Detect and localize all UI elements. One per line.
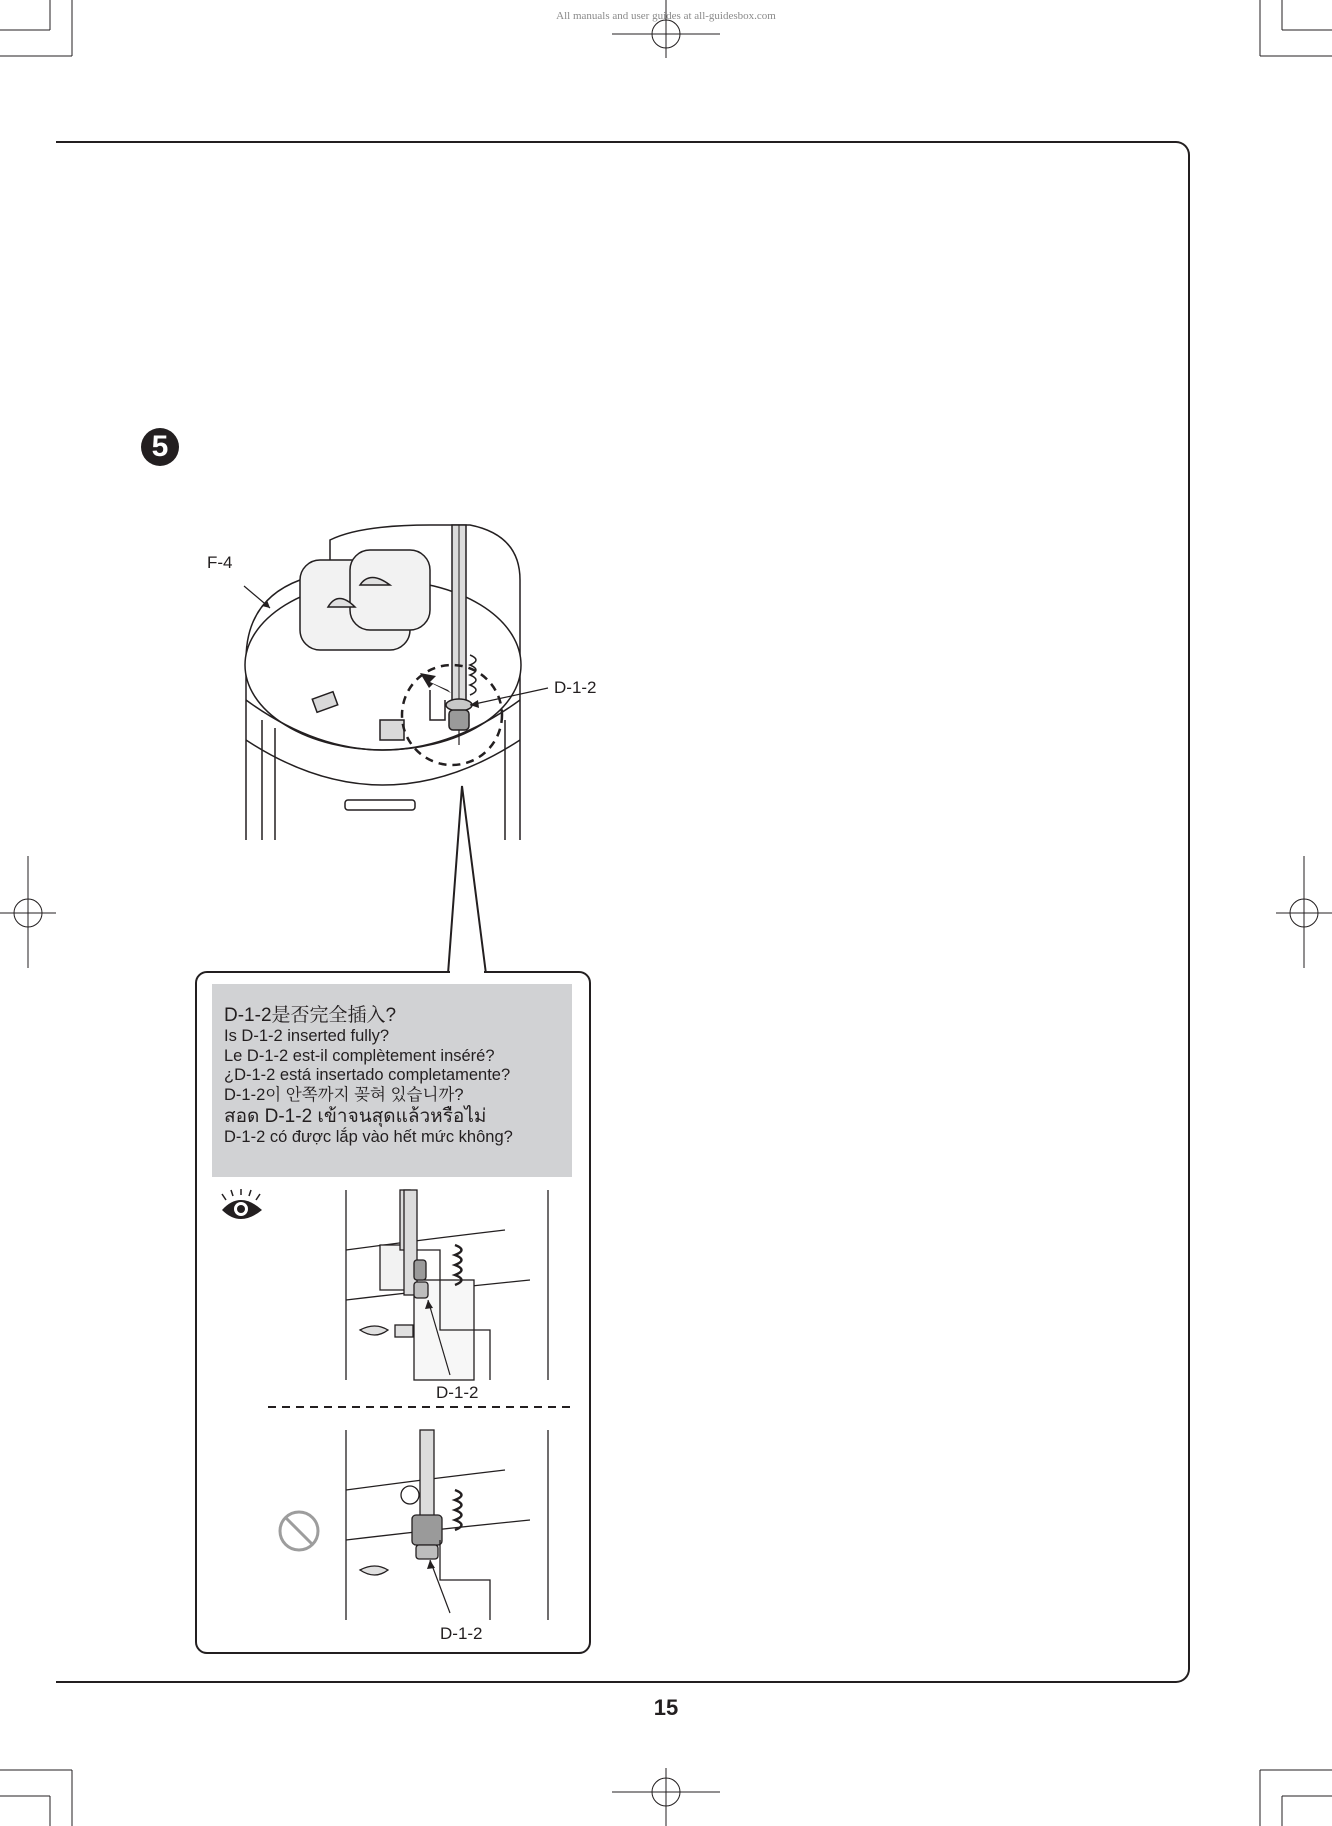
question-th: สอด D-1-2 เข้าจนสุดแล้วหรือไม่	[224, 1106, 487, 1127]
label-d12-main: D-1-2	[554, 678, 597, 697]
label-d12-ok: D-1-2	[436, 1383, 479, 1402]
question-ko: D-1-2이 안쪽까지 꽂혀 있습니까?	[224, 1085, 464, 1104]
step-number-badge: 5	[141, 428, 179, 466]
question-es: ¿D-1-2 está insertado completamente?	[224, 1066, 511, 1084]
watermark: All manuals and user guides at all-guidesbox.com	[556, 10, 776, 22]
page-number: 15	[653, 1695, 679, 1720]
question-en: Is D-1-2 inserted fully?	[224, 1027, 390, 1045]
label-f4: F-4	[207, 553, 233, 572]
question-fr: Le D-1-2 est-il complètement inséré?	[224, 1046, 495, 1065]
prohibited-icon	[280, 1512, 318, 1550]
question-zh: D-1-2是否完全插入?	[224, 1005, 397, 1026]
question-vi: D-1-2 có được lắp vào hết mức không?	[224, 1128, 513, 1146]
eye-icon	[222, 1189, 262, 1219]
label-d12-ng: D-1-2	[440, 1624, 483, 1643]
